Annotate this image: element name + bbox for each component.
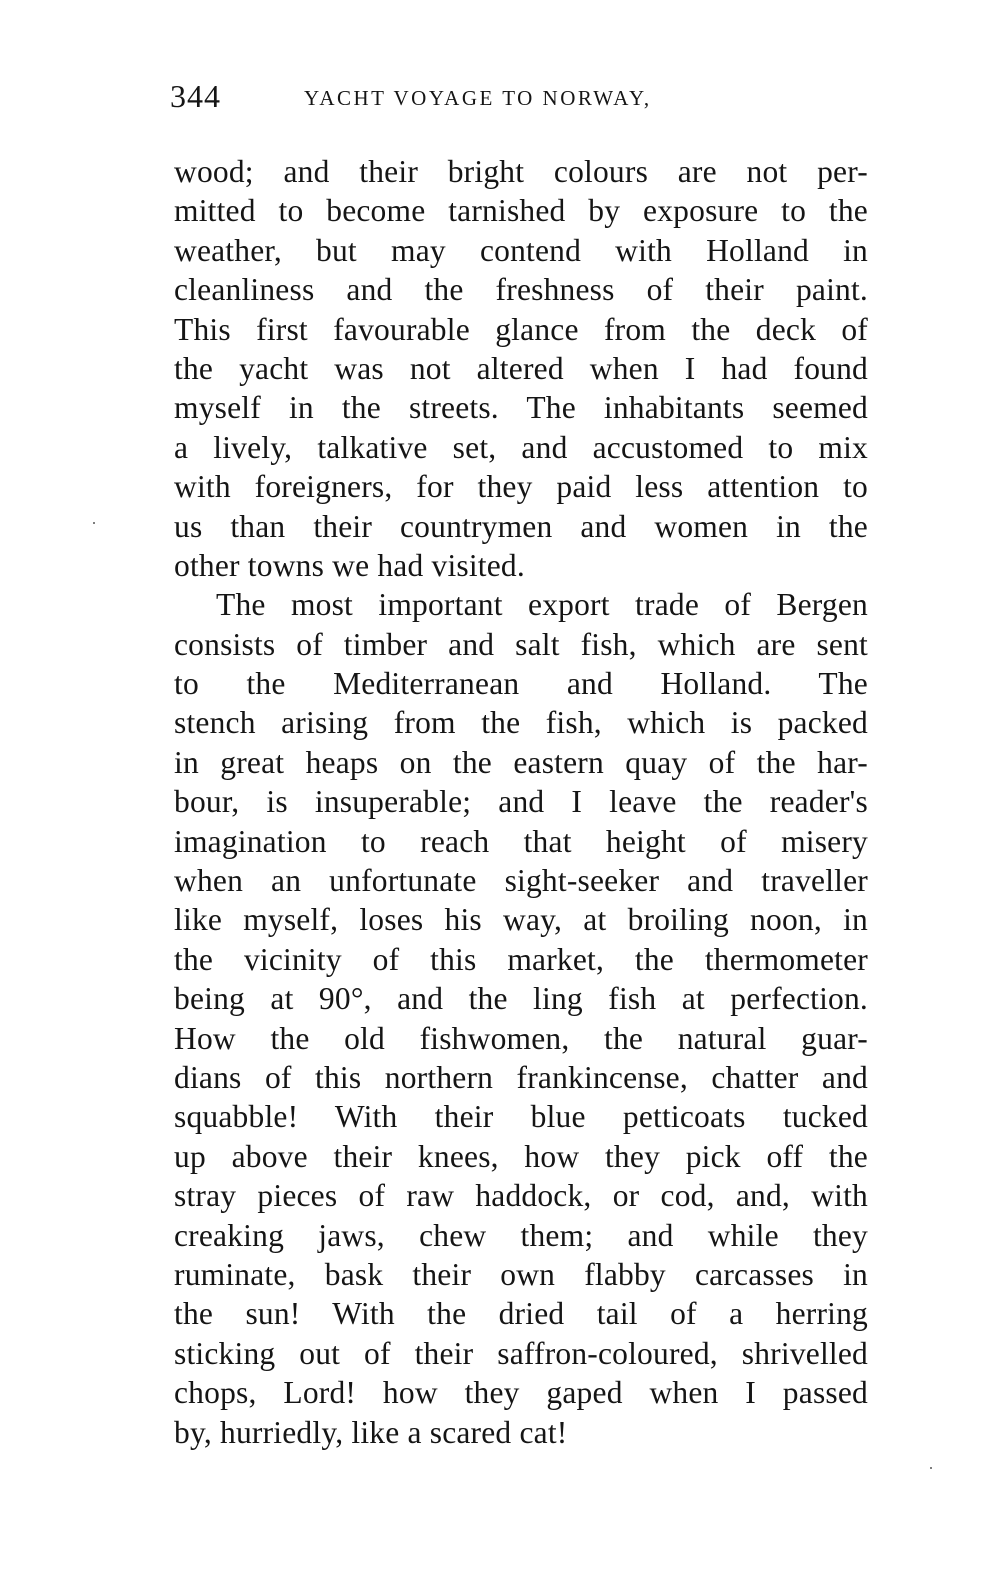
scan-speck	[930, 1467, 932, 1469]
text-line: chops, Lord! how they gaped when I passed	[174, 1375, 868, 1411]
text-line: in great heaps on the eastern quay of the har-	[174, 744, 868, 780]
text-line: dians of this northern frankincense, chatter and	[174, 1059, 868, 1095]
text-line: the yacht was not altered when I had found	[174, 350, 868, 386]
text-line: cleanliness and the freshness of their paint.	[174, 272, 868, 308]
text-line: the sun! With the dried tail of a herring	[174, 1296, 868, 1332]
page-number: 344	[170, 78, 221, 114]
text-line: being at 90°, and the ling fish at perfection.	[174, 981, 868, 1017]
text-line: How the old fishwomen, the natural guar-	[174, 1020, 868, 1056]
page-header	[170, 78, 870, 118]
running-title: YACHT VOYAGE TO NORWAY,	[304, 86, 652, 110]
text-line: a lively, talkative set, and accustomed to mix	[174, 429, 868, 465]
text-line: us than their countrymen and women in the	[174, 508, 868, 544]
text-line: stench arising from the fish, which is packed	[174, 705, 868, 741]
scan-speck	[93, 522, 95, 524]
body-text	[174, 152, 868, 1452]
text-line: creaking jaws, chew them; and while they	[174, 1217, 868, 1253]
text-line: wood; and their bright colours are not per-	[174, 154, 868, 189]
text-line: squabble! With their blue petticoats tucked	[174, 1099, 868, 1135]
text-line: to the Mediterranean and Holland. The	[174, 666, 868, 702]
text-line: when an unfortunate sight-seeker and traveller	[174, 863, 868, 899]
text-line: like myself, loses his way, at broiling noon, in	[174, 902, 868, 938]
text-line: sticking out of their saffron-coloured, shrivelled	[174, 1335, 868, 1371]
text-line: myself in the streets. The inhabitants seemed	[174, 390, 868, 426]
paragraph	[174, 152, 868, 585]
text-line: bour, is insuperable; and I leave the reader's	[174, 784, 868, 820]
text-line: imagination to reach that height of misery	[174, 823, 868, 859]
text-line: This first favourable glance from the deck of	[174, 311, 868, 347]
text-line: by, hurriedly, like a scared cat!	[174, 1414, 568, 1450]
text-line: weather, but may contend with Holland in	[174, 232, 868, 268]
text-line: with foreigners, for they paid less attention to	[174, 469, 868, 505]
text-line: other towns we had visited.	[174, 547, 525, 583]
text-line: The most important export trade of Bergen	[216, 587, 868, 623]
text-line: the vicinity of this market, the thermometer	[174, 941, 868, 977]
text-line: ruminate, bask their own flabby carcasses in	[174, 1256, 868, 1292]
text-line: mitted to become tarnished by exposure to the	[174, 193, 868, 229]
text-line: consists of timber and salt fish, which are sent	[174, 626, 868, 662]
text-line: up above their knees, how they pick off the	[174, 1138, 868, 1174]
paragraph	[174, 585, 868, 1452]
text-line: stray pieces of raw haddock, or cod, and, with	[174, 1178, 868, 1214]
